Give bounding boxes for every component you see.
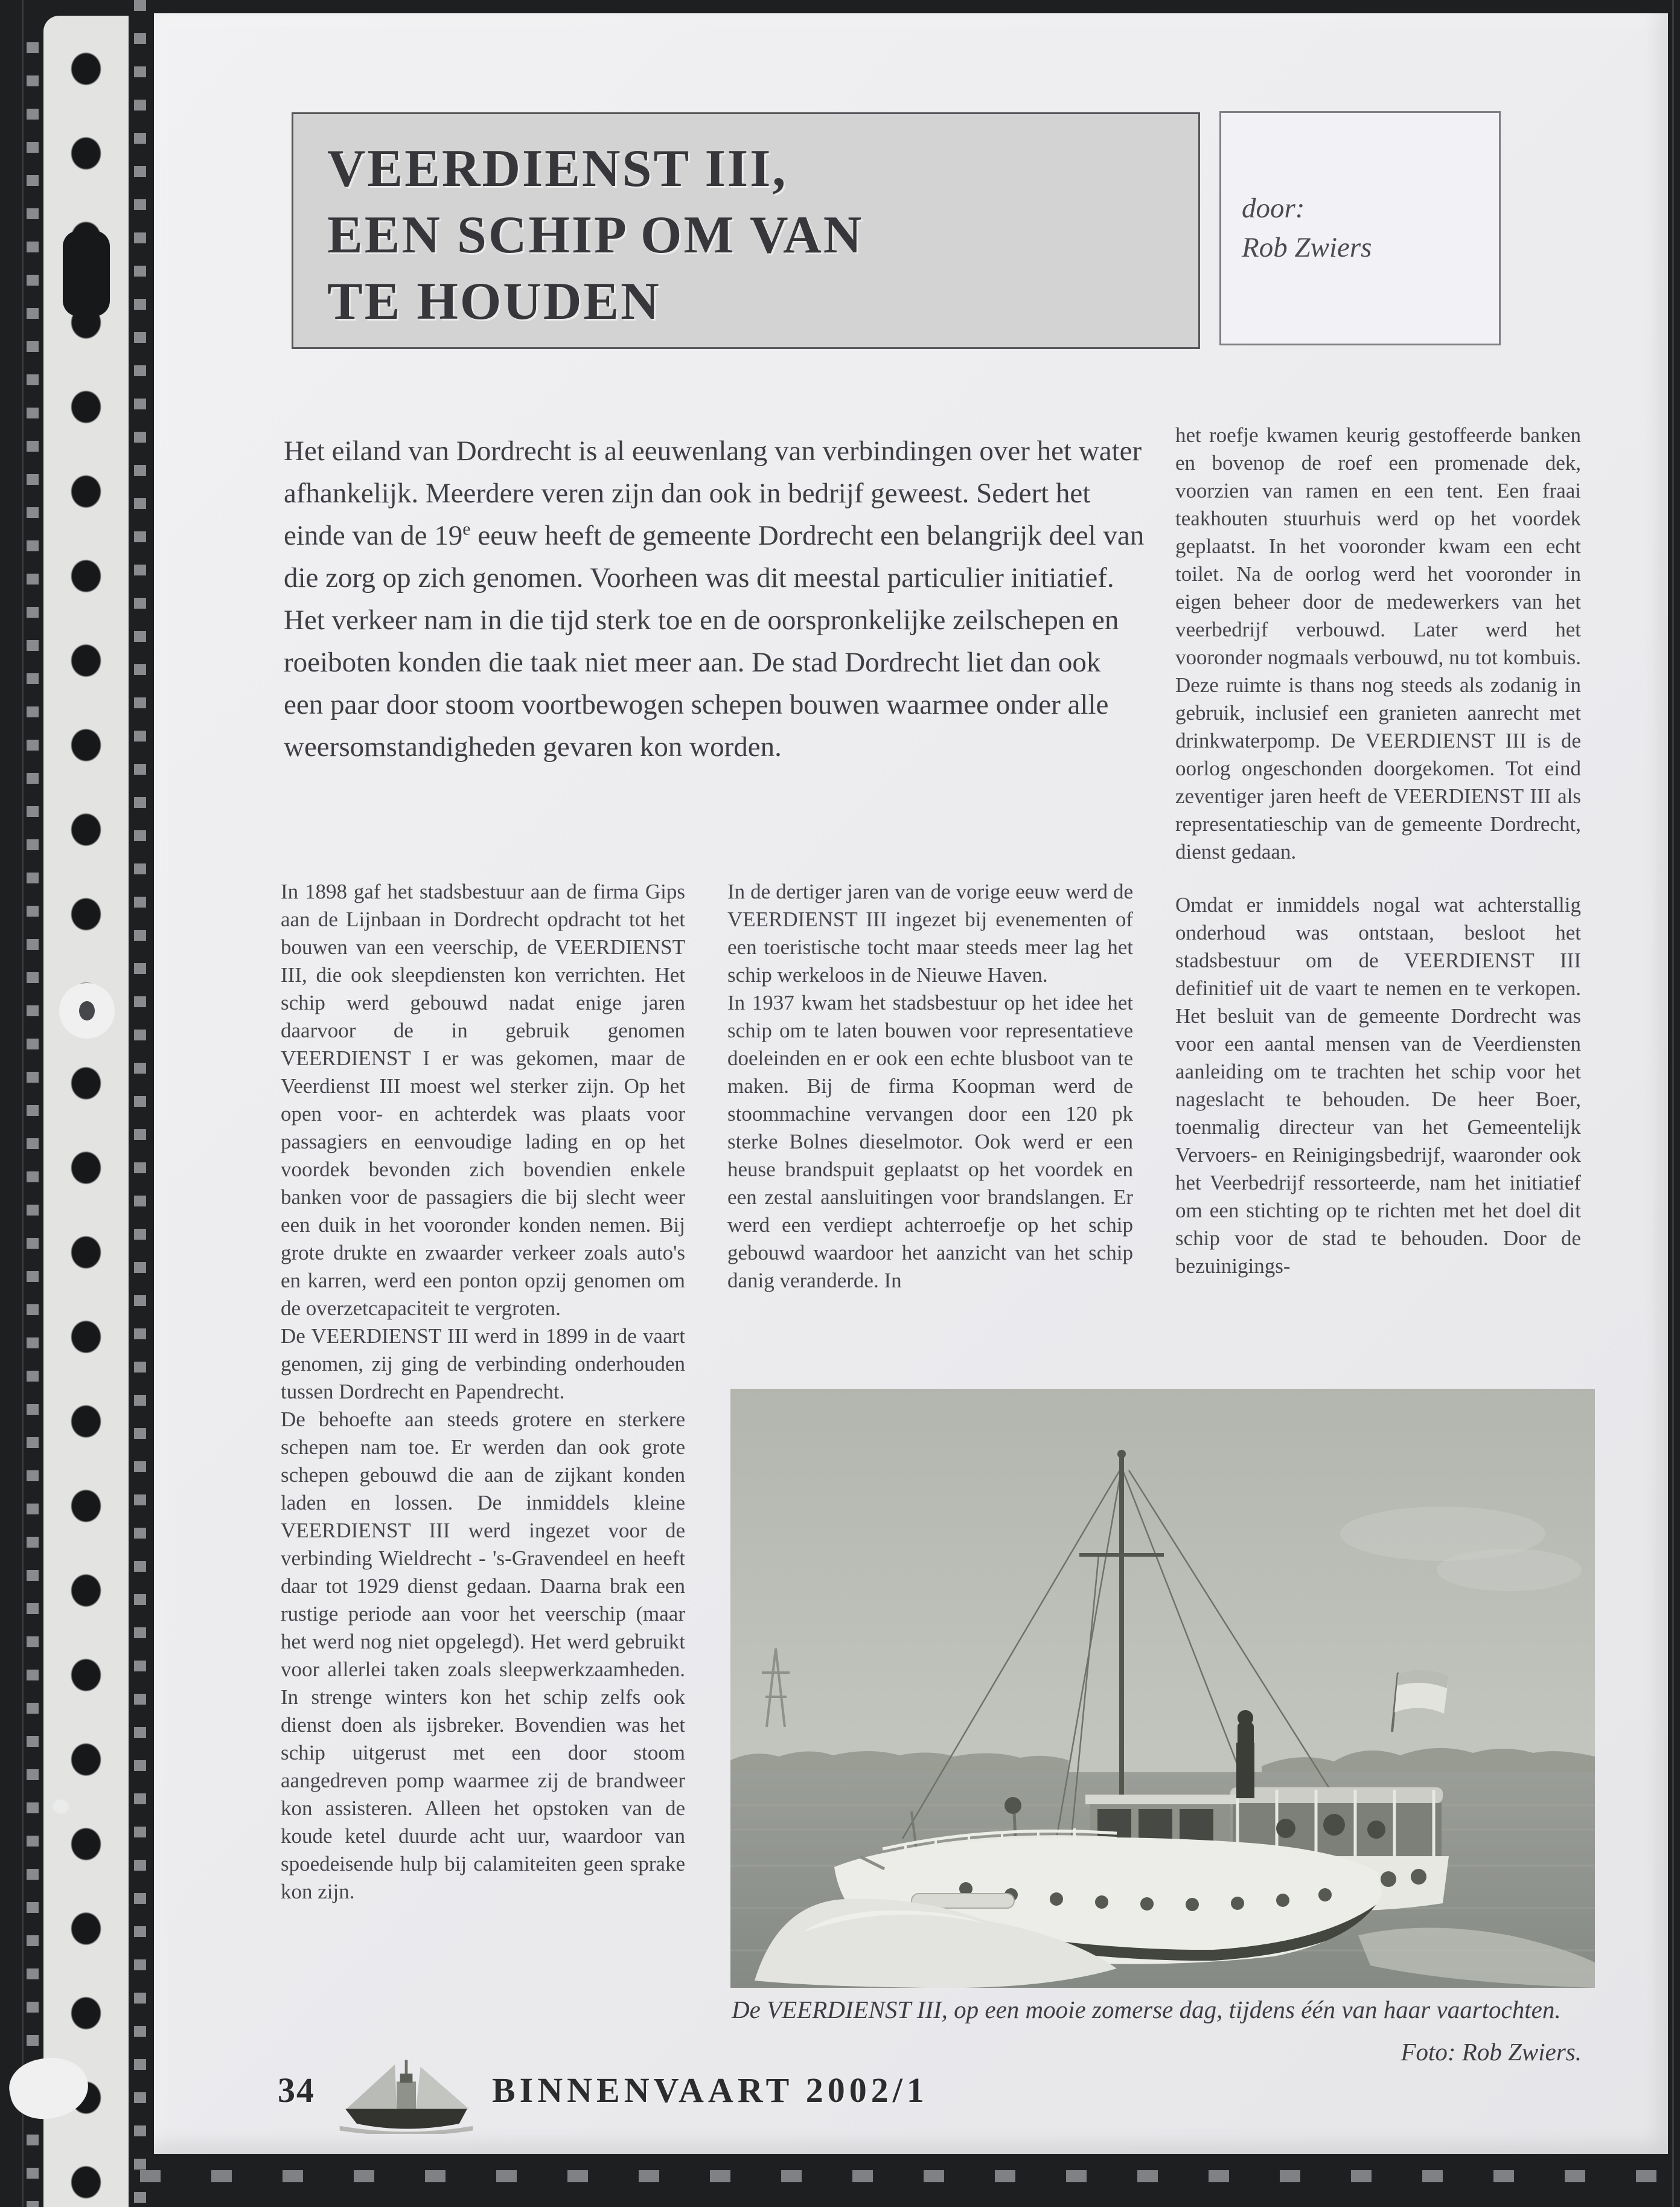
text-column-2 — [727, 878, 1133, 1295]
article-paragraph: In 1937 kwam het stadsbestuur op het idee het schip om te laten bouwen voor representatieve doeleinden en er ook een echte blusboot van te maken. Bij de firma Koopman werd de stoommachine vervangen door een 120 pk sterke Bolnes dieselmotor. Ook werd er een heuse brandspuit geplaatst op het voordek en een zestal aansluitingen voor brandslangen. Er werd een verdiept achterroefje op het schip gebouwd waardoor het aanzicht van het schip danig veranderde. In — [727, 991, 1133, 1292]
intro-text-part2: eeuw heeft de gemeente Dordrecht een belangrijk deel van die zorg op zich genomen. Voorheen was dit meestal particulier initiatief. Het verkeer nam in die tijd sterk toe en de oorspronkelijke zeilschepen en roeiboten konden die taak niet meer aan. De stad Dordrecht liet dan ook een paar door stoom voortbewogen schepen bouwen waarmee onder alle weersomstandigheden gevaren kon worden. — [284, 520, 1145, 763]
sleeve-fold-line-right — [1672, 0, 1674, 2207]
binder-hole-strip — [43, 16, 129, 2207]
text-column-3 — [1175, 421, 1581, 1280]
article-paragraph: In 1898 gaf het stadsbestuur aan de firma Gips aan de Lijnbaan in Dordrecht opdracht tot het bouwen van een veerschip, de VEERDIENST III, die ook sleepdiensten kon verrichten. Het schip werd gebouwd nadat enige jaren daarvoor de in gebruik genomen VEERDIENST I er was gekomen, maar de Veerdienst III moest wel sterker zijn. Op het open voor- en achterdek was plaats voor passagiers en eenvoudige lading en op het voordek bevonden zich bovendien enkele banken voor de passagiers die bij slecht weer een duik in het vooronder konden nemen. Bij grote drukte en zwaarder verkeer zoals auto's en karren, werd een ponton opzij genomen om de overzetcapaciteit te vergroten. — [281, 880, 685, 1320]
article-paragraph: het roefje kwamen keurig gestoffeerde banken en bovenop de roef een promenade dek, voorzien van ramen en een tent. Een fraai teakhouten stuurhuis werd op het voordek geplaatst. In het vooronder kwam een echt toilet. Na de oorlog werd het vooronder in eigen beheer door de medewerkers van het veerbedrijf verbouwd. Later werd het vooronder nogmaals verbouwd, nu tot kombuis. Deze ruimte is thans nog steeds als zodanig in gebruik, inclusief een granieten aanrecht met drinkwaterpomp. De VEERDIENST III is de oorlog ongeschonden doorgekomen. Tot eind zeventiger jaren heeft de VEERDIENST III als representatieschip van de gemeente Dordrecht, dienst gedaan. — [1175, 423, 1581, 863]
page-footer — [154, 2054, 1668, 2139]
photo-sky — [730, 1389, 1595, 1781]
magazine-title: BINNENVAART — [492, 2071, 793, 2110]
sleeve-perforation-row-bottom — [140, 2170, 1680, 2182]
byline-label: door: — [1242, 193, 1305, 225]
hole-reinforcement-ring — [59, 983, 115, 1039]
intro-text-part1: Het eiland van Dordrecht is al eeuwenlang van verbindingen over het water afhankelijk. Meerdere veren zijn dan ook in bedrijf geweest. Sedert het einde van de 19 — [284, 435, 1142, 551]
byline-author: Rob Zwiers — [1242, 232, 1372, 263]
byline-box — [1219, 111, 1501, 345]
article-title-line-2: EEN SCHIP OM VAN — [327, 206, 864, 264]
photo-credit: Foto: Rob Zwiers. — [1401, 2038, 1582, 2066]
paper-speck — [53, 1799, 69, 1814]
photo-caption: De VEERDIENST III, op een mooie zomerse dag, tijdens één van haar vaartochten. — [732, 1996, 1561, 2023]
magazine-page — [154, 13, 1668, 2154]
ship-photo — [730, 1389, 1595, 1988]
page-number: 34 — [278, 2071, 315, 2110]
binder-rectangular-hole — [63, 231, 110, 316]
sleeve-fold-line — [22, 0, 24, 2207]
issue-number: 2002/1 — [805, 2071, 928, 2110]
article-paragraph: De VEERDIENST III werd in 1899 in de vaart genomen, zij ging de verbinding onderhouden tussen Dordrecht en Papendrecht. — [281, 1324, 685, 1403]
article-title-line-1: VEERDIENST III, — [327, 139, 788, 198]
article-paragraph: In de dertiger jaren van de vorige eeuw werd de VEERDIENST III ingezet bij evenementen of een toeristische tocht maar steeds meer lag het schip werkeloos in de Nieuwe Haven. — [727, 880, 1133, 987]
article-paragraph: Omdat er inmiddels nogal wat achterstallig onderhoud was ontstaan, besloot het stadsbestuur om de VEERDIENST III definitief uit de vaart te nemen en te verkopen. Het besluit van de gemeente Dordrecht was voor een aantal mensen van de Veerdiensten aanleiding om te trachten het schip voor het nageslacht te behouden. De heer Boer, toenmalig directeur van het Gemeentelijk Vervoers- en Reinigingsbedrijf, waaronder ook het Veerbedrijf ressorteerde, nam het initiatief om een stichting op te richten met het doel dit schip voor de stad te behouden. Door de bezuinigings- — [1175, 893, 1581, 1278]
magazine-footer-title — [492, 2070, 928, 2110]
intro-superscript: e — [462, 519, 471, 539]
article-intro — [284, 430, 1147, 768]
article-title-line-3: TE HOUDEN — [327, 272, 661, 331]
article-paragraph: De behoefte aan steeds grotere en sterkere schepen nam toe. Er werden dan ook grote schepen gebouwd die aan de zijkant konden laden en lossen. De inmiddels kleine VEERDIENST III werd ingezet voor de verbinding Wieldrecht - 's-Gravendeel en heeft daar tot 1929 dienst gedaan. Daarna brak een rustige periode aan voor het veerschip (maar het werd nog niet opgelegd). Het werd gebruikt voor allerlei taken zoals sleepwerkzaamheden. In strenge winters kon het schip zelfs ook dienst doen als ijsbreker. Bovendien was het schip uitgerust met een door stoom aangedreven pomp waarmee zij de brandweer kon assisteren. Alleen het opstoken van de koude ketel duurde acht uur, waardoor van spoedeisende hulp bij calamiteiten geen sprake kon zijn. — [281, 1408, 685, 1903]
article-title-box — [292, 112, 1200, 349]
sleeve-perforation-column-inner — [134, 0, 146, 2207]
ship-logo-icon — [330, 2054, 482, 2134]
sleeve-perforation-column-outer — [27, 42, 39, 2207]
text-column-1 — [281, 878, 685, 1906]
